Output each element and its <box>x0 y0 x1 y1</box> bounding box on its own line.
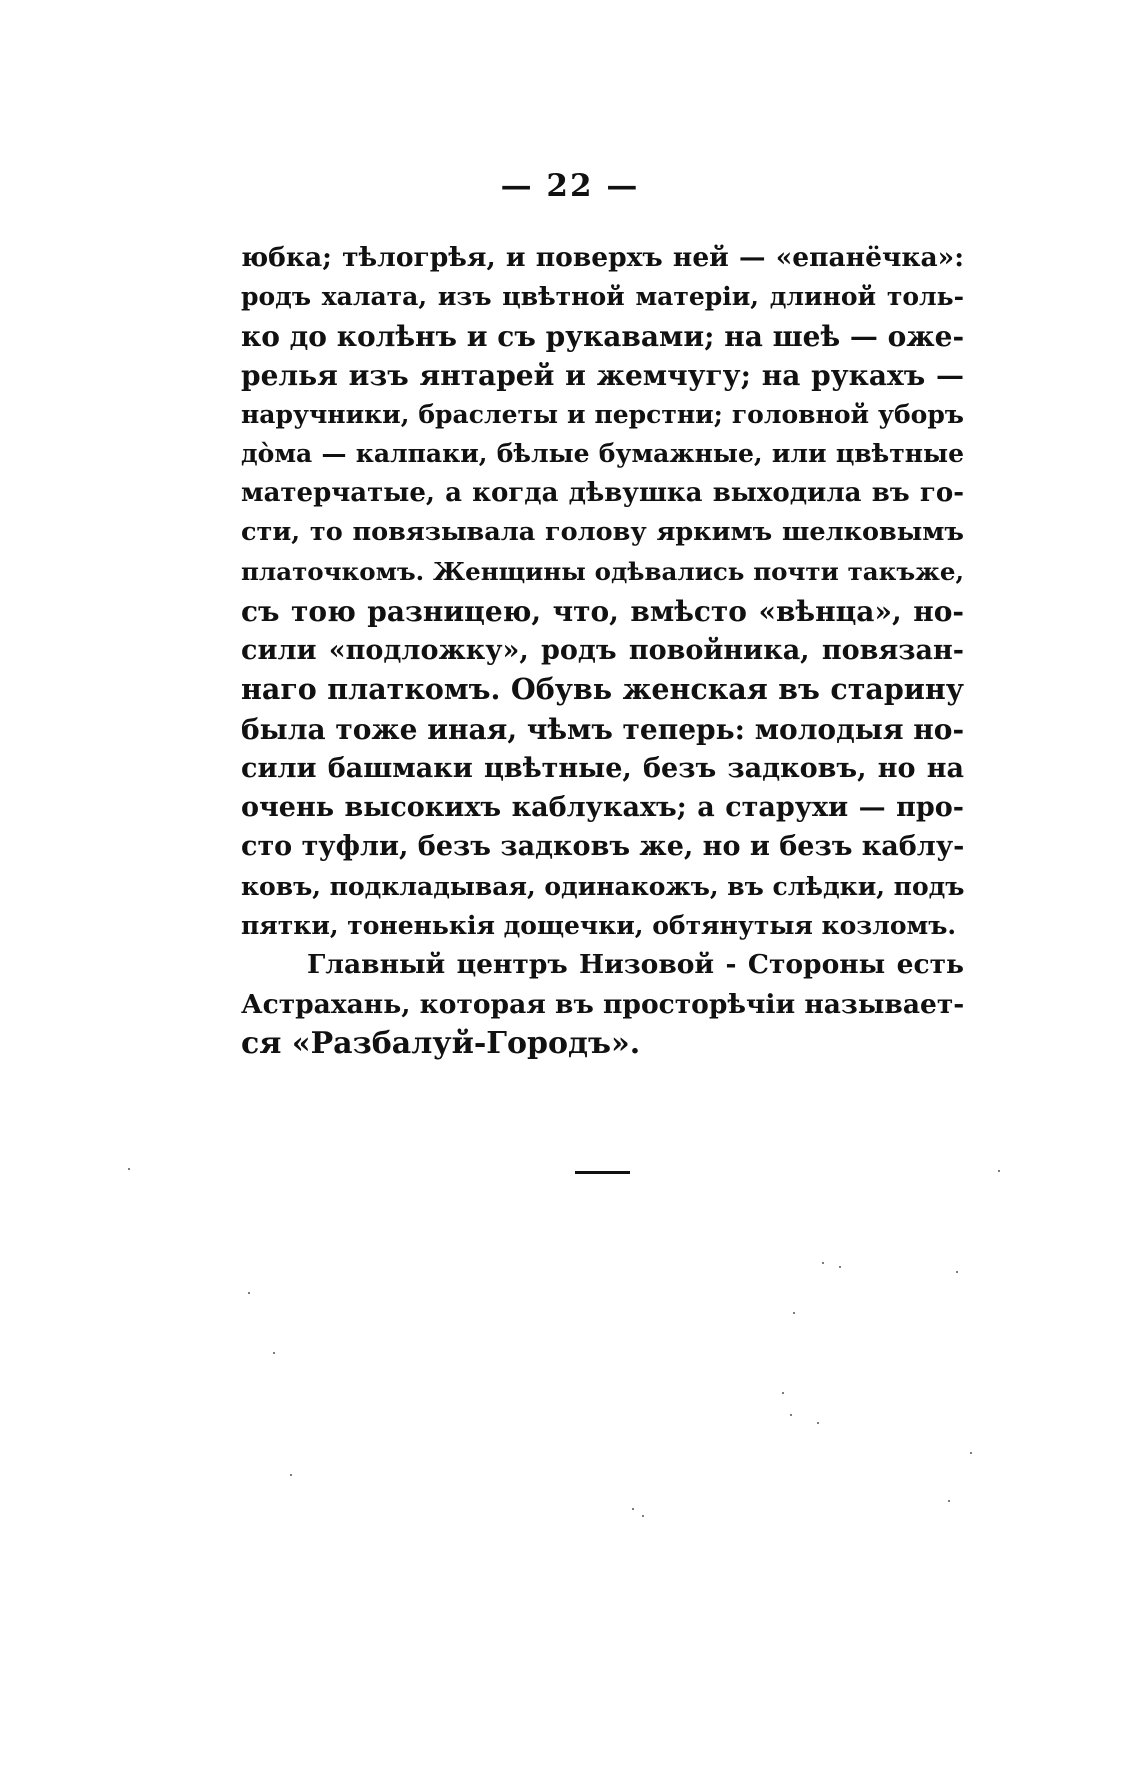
scan-speck <box>998 1170 1000 1172</box>
text-line: пятки, тоненькія дощечки, обтянутыя козломъ. <box>241 911 957 941</box>
paragraph-start-line: Главный центръ Низовой - Стороны есть <box>307 949 964 981</box>
text-line: сти, то повязывала голову яркимъ шелковымъ <box>241 517 964 548</box>
text-line: сили «подложку», родъ повойника, повязан- <box>241 634 964 666</box>
section-end-rule <box>575 1171 630 1174</box>
text-line: ковъ, подкладывая, одинакожъ, въ слѣдки, подъ <box>241 871 965 901</box>
scan-speck <box>790 1414 792 1416</box>
scan-speck <box>632 1508 634 1510</box>
scan-speck <box>793 1312 795 1314</box>
text-line: очень высокихъ каблукахъ; а старухи — про- <box>241 792 964 824</box>
text-line: была тоже иная, чѣмъ теперь: молодыя но- <box>241 712 965 746</box>
text-line: ко до колѣнъ и съ рукавами; на шеѣ — оже- <box>241 319 965 353</box>
text-line: сто туфли, безъ задковъ же, но и безъ каблу- <box>241 831 965 863</box>
scan-speck <box>782 1392 784 1394</box>
text-line: юбка; тѣлогрѣя, и поверхъ ней — «епанёчка»: <box>241 242 964 273</box>
page-number: — 22 — <box>500 168 640 204</box>
scan-speck <box>248 1292 250 1294</box>
scan-speck <box>817 1422 819 1424</box>
body-text <box>241 238 964 1063</box>
scan-speck <box>956 1271 958 1273</box>
text-line: родъ халата, изъ цвѣтной матеріи, длиной толь- <box>241 282 964 312</box>
scan-speck <box>128 1168 130 1170</box>
text-line: съ тою разницею, что, вмѣсто «вѣнца», но- <box>241 594 964 628</box>
text-line: наручники, браслеты и перстни; головной уборъ <box>241 400 964 430</box>
scan-speck <box>642 1515 644 1517</box>
scan-speck <box>290 1474 292 1476</box>
text-line: платочкомъ. Женщины одѣвались почти такъже, <box>241 557 964 587</box>
scan-speck <box>948 1500 950 1502</box>
text-line: релья изъ янтарей и жемчугу; на рукахъ — <box>241 358 964 392</box>
scan-speck <box>970 1452 972 1454</box>
text-line: матерчатые, а когда дѣвушка выходила въ го- <box>241 477 964 508</box>
text-line: Астрахань, которая въ просторѣчіи называет- <box>241 988 965 1020</box>
scan-speck <box>822 1262 824 1264</box>
scan-speck <box>839 1266 841 1268</box>
scan-speck <box>273 1352 275 1354</box>
paragraph-end-line: ся «Разбалуй-Городъ». <box>241 1025 641 1061</box>
text-line: наго платкомъ. Обувь женская въ старину <box>241 672 964 707</box>
text-line: до̀ма — калпаки, бѣлые бумажные, или цвѣтные <box>241 439 964 469</box>
text-line: сили башмаки цвѣтные, безъ задковъ, но на <box>241 752 964 784</box>
